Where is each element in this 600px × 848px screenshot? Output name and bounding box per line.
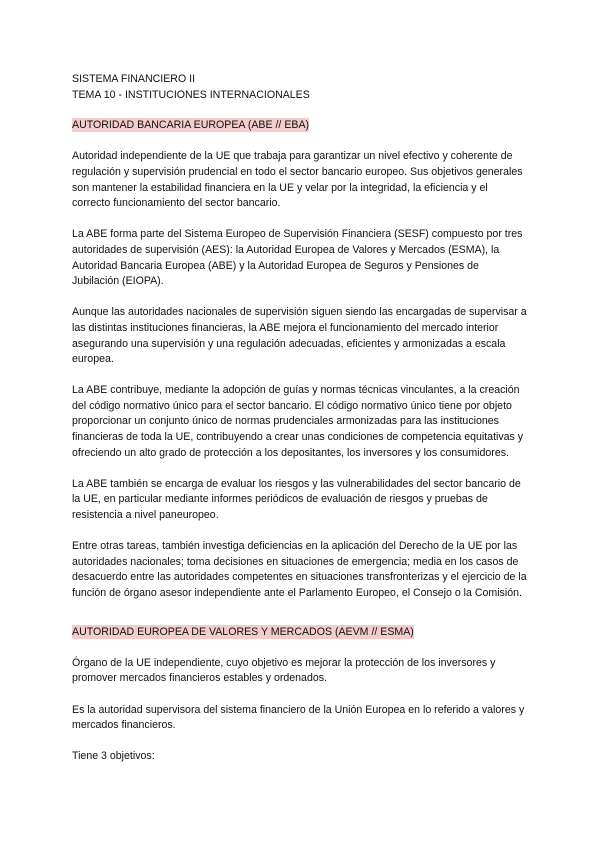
paragraph: Órgano de la UE independiente, cuyo objetivo es mejorar la protección de los inversores y promover mercados financieros estables y ordenados. [72, 656, 496, 685]
paragraph: Tiene 3 objetivos: [72, 750, 155, 763]
paragraph: La ABE contribuye, mediante la adopción de guías y normas técnicas vinculantes, a la creación del código normativo único para el sector bancario. El código normativo único tiene por objeto proporcionar un conjunto único de normas prudenciales armonizadas para las instituciones financieras de toda la UE, contribuyendo a crear unas condiciones de competencia equitativas y ofreciendo un alto grado de protección a los depositantes, los inversores y los consumidores. [72, 384, 524, 459]
course-title: SISTEMA FINANCIERO II [72, 73, 196, 85]
paragraph: La ABE también se encarga de evaluar los riesgos y las vulnerabilidades del sector bancario de la UE, en particular mediante informes periódicos de evaluación de riesgos y pruebas de resistencia a nivel paneuropeo. [72, 477, 521, 522]
paragraph: La ABE forma parte del Sistema Europeo de Supervisión Financiera (SESF) compuesto por tres autoridades de supervisión (AES): la Autoridad Europea de Valores y Mercados (ESMA), la Autoridad Bancaria Europea (ABE) y la Autoridad Europea de Seguros y Pensiones de Jubilación (EIOPA). [72, 228, 523, 288]
paragraph: Autoridad independiente de la UE que trabaja para garantizar un nivel efectivo y coherente de regulación y supervisión prudencial en todo el sector bancario europeo. Sus objetivos generales son mantener la estabilidad financiera en la UE y velar por la integridad, la eficiencia y el correcto funcionamiento del sector bancario. [72, 150, 523, 210]
section-heading-esma: AUTORIDAD EUROPEA DE VALORES Y MERCADOS (AEVM // ESMA) [72, 625, 414, 638]
paragraph: Es la autoridad supervisora del sistema financiero de la Unión Europea en lo referido a valores y mercados financieros. [72, 703, 525, 732]
section-eba [72, 118, 528, 601]
paragraph: Entre otras tareas, también investiga deficiencias en la aplicación del Derecho de la UE por las autoridades nacionales; toma decisiones en situaciones de emergencia; media en los casos de desacuerdo entre las autoridades competentes en situaciones transfronterizas y el ejercicio de la función de órgano asesor independiente ante el Parlamento Europeo, el Consejo o la Comisión. [72, 540, 527, 599]
section-heading-eba: AUTORIDAD BANCARIA EUROPEA (ABE // EBA) [72, 119, 310, 132]
paragraph: Aunque las autoridades nacionales de supervisión siguen siendo las encargadas de supervisar a las distintas instituciones financieras, la ABE mejora el funcionamiento del mercado interior asegurando una supervisión y una regulación adecuadas, eficientes y armonizadas a escala europea. [72, 306, 527, 366]
section-esma [72, 625, 528, 765]
topic-title: TEMA 10 - INSTITUCIONES INTERNACIONALES [72, 88, 310, 101]
